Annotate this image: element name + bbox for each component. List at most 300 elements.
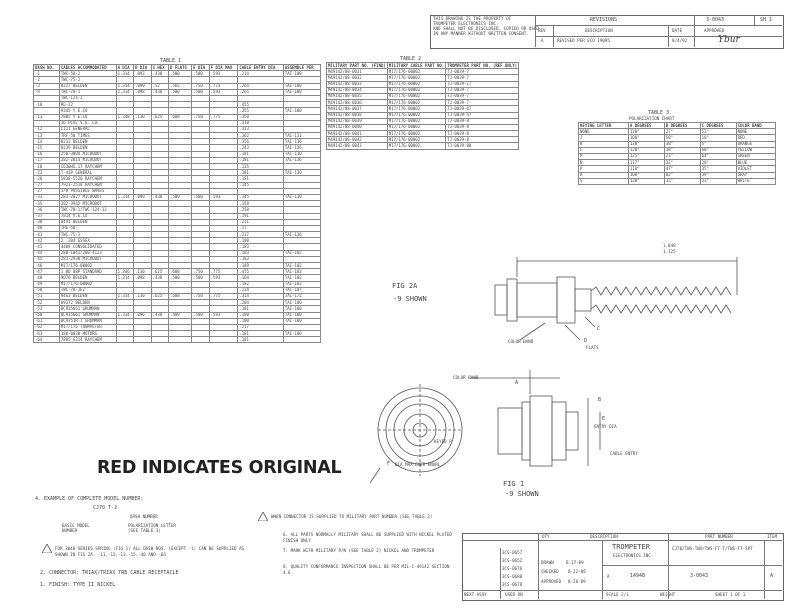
table1-cell: -15 xyxy=(34,145,60,151)
military-note-8: 8. QUALITY CONFORMANCE INSPECTION SHALL BE PER MIL-C-49142 SECTION 4.6 xyxy=(283,564,450,575)
red-indicates-original-banner: RED INDICATES ORIGINAL xyxy=(97,458,342,478)
table3-cell: 64° xyxy=(700,153,736,159)
note-3-triangle-icon xyxy=(42,544,52,553)
tb-size: A xyxy=(607,574,610,579)
table1-cell: .204 xyxy=(238,300,283,306)
military-note-7: 7. MARK WITH MILITARY P/N (SEE TABLE 2) NICKEL AND TROMPETER xyxy=(283,548,435,553)
fig1-f-note: DIA MAX OVER KNURL xyxy=(395,462,441,467)
table1-cell: TRF-50 TIMES xyxy=(59,133,116,139)
desc-col: DESCRIPTION xyxy=(585,28,613,33)
table1-cell: .475 xyxy=(238,269,283,275)
table1-cell: -11 xyxy=(34,114,60,120)
table1-cell: TAI-136 xyxy=(283,157,320,163)
table1-cell: -27 xyxy=(34,188,60,194)
table1-cell: -52 xyxy=(34,300,60,306)
table1-cell: .362 xyxy=(238,133,283,139)
table1-cell: TWC-78-1 xyxy=(59,89,116,95)
table1-cell: .52 xyxy=(151,83,168,89)
tb-sheet: SHEET 1 OF 1 xyxy=(715,592,746,597)
table1-cell: .217 xyxy=(238,324,283,330)
table3-cell: 35° xyxy=(700,166,736,172)
table2-cell: M17/176-00002 xyxy=(387,69,445,75)
table1-header-cell: ASSEMBLE PER xyxy=(283,65,320,71)
tb-drawn-label: DRAWN xyxy=(541,560,554,565)
table2-cell: M49142/08-0036 xyxy=(327,100,388,106)
table1-cell: .181 xyxy=(238,151,283,157)
fig1-dim-f: F xyxy=(387,461,391,467)
table1-cell: 1.348 xyxy=(116,114,133,120)
table2-cell: M49142/08-0037 xyxy=(327,106,388,112)
rev-date: 8/4/92 xyxy=(672,38,688,43)
note-4-polar: POLARIZATION LETTER xyxy=(128,523,176,528)
table1-cell: .135 xyxy=(238,164,283,170)
table3-cell: 10° xyxy=(700,135,736,141)
table3-cell: R xyxy=(579,172,629,178)
table1-cell: .211 xyxy=(238,219,283,225)
table1-cell xyxy=(151,337,168,343)
table1-cell: -16 xyxy=(34,151,60,157)
note-4-basic: BASIC MODEL xyxy=(62,523,90,528)
table1-cell: .093 xyxy=(134,71,151,77)
tb-drawn: B-17-89 xyxy=(566,560,584,565)
table1-cell: TWC-78-1/TWC-124-13 xyxy=(59,207,116,213)
table1-cell: -10 xyxy=(34,102,60,108)
table1-cell: 282-2814 MICRODOT xyxy=(59,157,116,163)
table2-cell: M49142/08-0033 xyxy=(327,81,388,87)
table1-cell: .750 xyxy=(192,114,209,120)
fig1-dim-e: E xyxy=(602,416,606,422)
table1-cell: .593 xyxy=(209,312,238,318)
table3-cell: 38° xyxy=(664,147,700,153)
table1-cell: .214 xyxy=(238,71,283,77)
table1-cell: TAI-103 xyxy=(283,281,320,287)
table1-cell: .350 xyxy=(238,114,283,120)
table1-cell: BC935661 GRUMMAN xyxy=(59,306,116,312)
table1-cell: .500 xyxy=(192,71,209,77)
tb-approved: 8-28-89 xyxy=(568,579,586,584)
table3-cell: 100° xyxy=(628,172,664,178)
table1-cell xyxy=(134,337,151,343)
table1-header-cell: B DIA xyxy=(134,65,151,71)
table2-header-cell: MILITARY CABLE PART NO. xyxy=(388,62,445,68)
table1-cell: 1.314 xyxy=(116,275,133,281)
table1-cell: TWC-75-2 xyxy=(59,77,116,83)
table1-cell: 7923-2518 RAYCHEM xyxy=(59,182,116,188)
table2-cell: M17/176-00002 xyxy=(387,137,445,143)
table1-cell: TAI-100 xyxy=(283,71,320,77)
table1-cell: .183 xyxy=(238,244,283,250)
note-4-polar2: (SEE TABLE 3) xyxy=(128,528,161,533)
table1-cell: TAI-130 xyxy=(283,170,320,176)
table1-cell: TAI-100 xyxy=(283,108,320,114)
table1-cell: .625 xyxy=(151,114,168,120)
table1-cell: 7805 Y E.CO xyxy=(59,114,116,120)
tb-assy-row-2: 3CS-0652 xyxy=(502,558,523,563)
table1-cell: .593 xyxy=(209,71,238,77)
table1-cell: -18 xyxy=(34,164,60,170)
tb-description: DESCRIPTION xyxy=(590,534,618,539)
fig2a-dim1: 1.848 xyxy=(663,243,676,248)
table1-cell: -44 xyxy=(34,250,60,256)
tb-dwg-no: 3-0043 xyxy=(690,573,709,579)
table3-cell: 52° xyxy=(700,129,736,135)
table2-cell: TJ-0039-8 xyxy=(446,137,519,143)
table1-cell: -60 xyxy=(34,312,60,318)
rev-dwg-no: 3-0043 xyxy=(706,17,725,23)
table3-cell: 110° xyxy=(628,166,664,172)
fig2a-flats: FLATS xyxy=(586,345,599,350)
table1-cell: TAI-136 xyxy=(283,145,320,151)
table1-cell: TWC-78-1EZ xyxy=(59,287,116,293)
table1-cell: .455 xyxy=(238,102,283,108)
table1-cell: TAI-107 xyxy=(283,287,320,293)
table1-cell: -53 xyxy=(34,306,60,312)
table2-cell: M49142/08-0034 xyxy=(327,87,388,93)
table1-cell: .164 xyxy=(238,275,283,281)
table1-cell: .181 xyxy=(238,170,283,176)
table1-cell xyxy=(209,337,238,343)
table1-cell: TAI-102 xyxy=(283,263,320,269)
table1-cell: TAI-180 xyxy=(283,331,320,337)
table1-cell: TAI-180 xyxy=(283,300,320,306)
table1-cell: .500 xyxy=(192,89,209,95)
table1-cell: TAI-136 xyxy=(283,139,320,145)
table1-cell: .310 xyxy=(238,120,283,126)
table3-cell: NONE xyxy=(579,129,629,135)
table1-cell: .181 xyxy=(238,157,283,163)
table3-cell: L xyxy=(579,147,629,153)
table3-cell: P xyxy=(579,166,629,172)
table1-cell: .189 xyxy=(238,263,283,269)
table1-cell: 4409 CONSOLIDATED xyxy=(59,244,116,250)
military-note-6: 6. ALL PARTS NORMALLY MILITARY SHALL BE SUPPLIED WITH NICKEL PLATED FINISH ONLY xyxy=(283,532,452,543)
table1-cell: .145 xyxy=(238,182,283,188)
military-note-triangle-icon xyxy=(258,512,268,521)
table3-cell: 50° xyxy=(664,135,700,141)
table2-header-cell: MILITARY PART NO. (FIND) xyxy=(328,62,386,68)
table3-header-cell: C DEGREES xyxy=(700,123,736,129)
table1-cell: -46 xyxy=(34,263,60,269)
table1-cell: -48 xyxy=(34,275,60,281)
rev-desc: REVISED PER ECO 19095 xyxy=(557,38,610,43)
tb-weight: WEIGHT xyxy=(660,592,676,597)
table1-cell: -61 xyxy=(34,318,60,324)
table3-cell: GREEN xyxy=(736,153,775,159)
table2-cell: M17/176-00002 xyxy=(387,81,445,87)
table1-header-cell: CABLES ACCOMMODATED xyxy=(59,65,116,71)
fig2a-sub: -9 SHOWN xyxy=(393,295,427,303)
table3-cell: BLUE xyxy=(736,160,775,166)
table1-cell: .258 xyxy=(238,207,283,213)
table1-cell: TAI-180 xyxy=(283,312,320,318)
table1-cell: .098 xyxy=(134,275,151,281)
tb-assy-row-1: 3CS-0657 xyxy=(502,550,523,555)
table2-cell: TJ-0039-7 xyxy=(446,93,519,99)
tb-company: TROMPETER xyxy=(612,543,650,551)
table3-cell: WHITE xyxy=(736,178,775,184)
rev-approved-signature: Ybur xyxy=(718,35,740,45)
table2-cell: TJ-0039-8 xyxy=(446,124,519,130)
table1-cell: -43 xyxy=(34,244,60,250)
table1-cell: .090 xyxy=(134,194,151,200)
fig2a-color-band: COLOR BAND xyxy=(508,339,534,344)
table1-cell: .183 xyxy=(238,256,283,262)
table1-cell: TAI-100 xyxy=(283,89,320,95)
table1-cell: .313 xyxy=(238,126,283,132)
table1-cell: 180-0030 MOTORS xyxy=(59,331,116,337)
fig1-label: FIG 1 xyxy=(503,480,525,488)
table1-cell: .314 xyxy=(238,293,283,299)
table1-cell: TWC-50-2 xyxy=(59,71,116,77)
table3-cell: 117° xyxy=(628,160,664,166)
notice-line-1: THIS DRAWING IS THE PROPERTY OF xyxy=(433,16,512,21)
table1-cell: .180 xyxy=(238,318,283,324)
table1-cell: 9463 BELDEN xyxy=(59,293,116,299)
tb-checked: 8-22-89 xyxy=(568,569,586,574)
table3-cell: J xyxy=(579,135,629,141)
table2-cell: M49142/08-0039 xyxy=(327,118,388,124)
table1-cell: TAI-131 xyxy=(283,133,320,139)
table1-cell: .500 xyxy=(192,275,209,281)
table2-cell: M49142/08-0041 xyxy=(327,131,388,137)
tb-title: CJ70/TWS-TWX/TWS-FT-T/TWS-FT-SPT xyxy=(672,546,753,551)
tb-code: 14948 xyxy=(630,573,646,579)
table1-cell: -36 xyxy=(34,207,60,213)
table1-cell: TAI-130 xyxy=(283,151,320,157)
table2-cell: TJ-0039-8 xyxy=(446,131,519,137)
table1 xyxy=(33,64,321,343)
table2-cell: M17/176-00002 xyxy=(387,131,445,137)
table3-header-cell: A DEGREES xyxy=(628,123,664,129)
table1-cell: .500 xyxy=(169,89,192,95)
table2 xyxy=(326,62,519,150)
table3-title: TABLE 3 xyxy=(648,110,670,116)
table1-cell: .145 xyxy=(238,194,283,200)
table1-cell: .775 xyxy=(209,293,238,299)
table2-cell: M17/176-00002 xyxy=(387,112,445,118)
table1-cell: 282-3942 MICRODOT xyxy=(59,201,116,207)
table3-cell: 100° xyxy=(628,135,664,141)
table3-cell: 32° xyxy=(664,178,700,184)
table1-cell: .688 xyxy=(169,293,192,299)
table1-cell: M17/176-00002 xyxy=(59,263,116,269)
table2-cell: M17/176-00002 xyxy=(387,75,445,81)
table1-cell: .438 xyxy=(151,71,168,77)
table3 xyxy=(578,122,776,185)
table1-cell: .158 xyxy=(238,201,283,207)
table1-header-cell: D FLATS xyxy=(169,65,192,71)
table2-cell: TJ-0039-7 xyxy=(446,87,519,93)
table1-cell: .180 xyxy=(238,312,283,318)
table3-cell: 68° xyxy=(700,147,736,153)
rev-col: REV xyxy=(538,28,546,33)
table1-cell xyxy=(169,337,192,343)
table1-header-cell: A DIA xyxy=(116,65,133,71)
table1-cell: .098 xyxy=(134,89,151,95)
table1-cell: .130 xyxy=(134,269,151,275)
table1-cell: .775 xyxy=(209,269,238,275)
revisions-label: REVISIONS xyxy=(590,17,618,23)
table1-cell: .500 xyxy=(192,194,209,200)
table2-cell: TJ-0039-7 xyxy=(446,100,519,106)
table2-cell: M17/176-00002 xyxy=(387,106,445,112)
table-row xyxy=(34,337,321,343)
table1-cell: -45 xyxy=(34,256,60,262)
table1-cell: .191 xyxy=(238,213,283,219)
table1-cell: .181 xyxy=(238,337,283,343)
table-row xyxy=(579,178,776,184)
table1-cell: TWC-75-1 xyxy=(59,232,116,238)
table2-cell: M49142/08-0040 xyxy=(327,124,388,130)
fig1-cable-entry: CABLE ENTRY xyxy=(610,451,638,456)
table3-cell: 130° xyxy=(628,141,664,147)
note-4-example: CJ70 T-2 xyxy=(93,505,118,511)
table1-cell: -51 xyxy=(34,293,60,299)
table1-cell: .182 xyxy=(238,281,283,287)
table1-cell: .181 xyxy=(238,176,283,182)
table2-cell: M17/176-00002 xyxy=(387,93,445,99)
table1-cell: 16 PCVL V.E. CO. xyxy=(59,120,116,126)
table1-cell: -42 xyxy=(34,238,60,244)
table1-cell: -33 xyxy=(34,194,60,200)
approved-col: APPROVED xyxy=(704,28,725,33)
table3-cell: GRAY xyxy=(736,172,775,178)
table3-cell: S xyxy=(579,178,629,184)
note-3: FOR 3040 SERIES SPRING (FIG 1) ALL DASH NOS. (EXCEPT -1) CAN BE SUPPLIED AS SHOWN IN FIG 2A. -11,-12,-13,-15,-40 AND -64 xyxy=(55,546,245,557)
table1-cell: C630H5.17 RAYCHEM xyxy=(59,164,116,170)
table1-cell: TAI-172 xyxy=(283,293,320,299)
table1-cell: .181 xyxy=(238,306,283,312)
fig1-sub: -9 SHOWN xyxy=(505,490,539,498)
table3-header-cell: KEYING LETTER xyxy=(579,123,629,129)
table1-cell: .750 xyxy=(192,83,209,89)
table2-cell: TJ-0039-67 xyxy=(446,106,519,112)
table1-cell: .773 xyxy=(209,83,238,89)
table1-cell xyxy=(283,337,320,343)
table1-cell: -47 xyxy=(34,269,60,275)
fig1-entry-dia: ENTRY DIA xyxy=(594,424,617,429)
table1-cell: .355 xyxy=(238,108,283,114)
table1-cell: 1/8 POSSIBLE WAVES xyxy=(59,188,116,194)
tb-qty: QTY xyxy=(542,534,550,539)
table1-cell: .265 xyxy=(238,89,283,95)
table3-cell: 32° xyxy=(664,160,700,166)
table1-cell: 1 0D 88P STANDARD xyxy=(59,269,116,275)
note-4-basic2: NUMBER xyxy=(62,528,78,533)
table2-cell: TJ-0039-17 xyxy=(446,81,519,87)
date-col: DATE xyxy=(672,28,683,33)
table1-cell: .181 xyxy=(238,331,283,337)
table1-cell: .438 xyxy=(151,275,168,281)
tb-assy-row-3: 3CS-0676 xyxy=(502,566,523,571)
table1-cell xyxy=(192,337,209,343)
table1-cell: .183 xyxy=(238,250,283,256)
tb-scale: SCALE 2/1 xyxy=(606,592,629,597)
table1-cell: -62 xyxy=(34,324,60,330)
fig2a-dim2: 1.125 xyxy=(663,249,676,254)
table1-cell: 1.314 xyxy=(116,312,133,318)
note-2: 2. CONNECTOR: TRIAX/TRIAX TRB CABLE RECEPTACLE xyxy=(40,570,179,576)
table1-cell: -17 xyxy=(34,157,60,163)
tb-rev: A xyxy=(770,573,774,579)
note-1: 1. FINISH: TYPE II NICKEL xyxy=(40,582,116,588)
table2-cell: TJ-0039-7 xyxy=(446,69,519,75)
note-4-title: 4. EXAMPLE OF COMPLETE MODEL NUMBER: xyxy=(35,496,144,502)
table3-subtitle: POLARIZATION CHART xyxy=(629,116,675,121)
table1-cell: 1.314 xyxy=(116,194,133,200)
table1-cell: TAI-136 xyxy=(283,232,320,238)
notice-line-3: AND SHALL NOT BE DISCLOSED, COPIED OR USED xyxy=(433,26,539,31)
table1-cell: 8239 BELDEN xyxy=(59,145,116,151)
fig1-dim-b: B xyxy=(598,397,602,403)
fig2a-dim-c: C xyxy=(597,326,601,332)
table1-cell: 283-2027 MICRODOT xyxy=(59,194,116,200)
tb-next-assy: NEXT ASSY xyxy=(464,592,487,597)
table1-cell: -50 xyxy=(34,287,60,293)
table1-cell: .775 xyxy=(209,114,238,120)
table1-cell: TAI-180 xyxy=(283,306,320,312)
table1-cell: .593 xyxy=(209,275,238,281)
table1-header-cell: E DIA xyxy=(192,65,209,71)
fig1-dim-a: A xyxy=(515,380,519,386)
table3-cell: 28° xyxy=(700,160,736,166)
table2-cell: M17/176-00002 xyxy=(387,100,445,106)
table1-cell: 1.314 xyxy=(116,71,133,77)
table1-cell: TAI-182 xyxy=(283,275,320,281)
table3-cell: VIOLET xyxy=(736,166,775,172)
table2-cell: TJ-0039-47 xyxy=(446,112,519,118)
table3-cell: 38° xyxy=(664,141,700,147)
fig2a-label: FIG 2A xyxy=(392,282,418,290)
table3-cell: 120° xyxy=(628,147,664,153)
table1-cell: RG-22 xyxy=(59,102,116,108)
table1-cell: -63 xyxy=(34,331,60,337)
table3-header-cell: B DEGREES xyxy=(664,123,700,129)
tb-item: ITEM xyxy=(767,534,778,539)
table1-cell: -64 xyxy=(34,337,60,343)
table1-cell: TAI-180 xyxy=(283,318,320,324)
notice-line-2: TROMPETER ELECTRONICS INC. xyxy=(433,21,499,26)
table1-cell: M17/176-00002 xyxy=(59,281,116,287)
table2-cell: TJ-0039-8 xyxy=(446,118,519,124)
table1-header-cell: F DIA MAX xyxy=(209,65,238,71)
table1-cell: -14 xyxy=(34,139,60,145)
military-note: WHEN CONNECTOR IS SUPPLIED TO MILITARY PART NUMBER (SEE TABLE 2) xyxy=(271,514,433,519)
table1-cell: .130 xyxy=(134,293,151,299)
notice-line-4: IN ANY MANNER WITHOUT WRITTEN CONSENT. xyxy=(433,31,529,36)
table2-cell: M49142/08-0042 xyxy=(327,137,388,143)
table2-cell: M49142/08-0043 xyxy=(327,143,388,149)
table3-cell: K xyxy=(579,141,629,147)
table2-header-cell: TROMPETER PART NO. (REF ONLY) xyxy=(447,62,518,68)
table1-cell: .593 xyxy=(209,89,238,95)
tb-company2: ELECTRONICS INC. xyxy=(613,553,654,558)
table1-cell: .750 xyxy=(192,269,209,275)
tb-assy-row-4: 3CS-0680 xyxy=(502,574,523,579)
tb-approved-label: APPROVED xyxy=(541,579,562,584)
note-4-dash: DASH NUMBER xyxy=(130,514,158,519)
fig1-keyed: KEYED P xyxy=(434,439,452,444)
table3-cell: ORANGE xyxy=(736,141,775,147)
table1-cell: .438 xyxy=(151,194,168,200)
table1-cell: TAI-100 xyxy=(283,83,320,89)
table1-cell: TAI-130 xyxy=(283,194,320,200)
table1-cell: 250-3004 MICRODOT xyxy=(59,151,116,157)
table1-cell: TAI-103 xyxy=(283,269,320,275)
table2-cell: M49142/08-0035 xyxy=(327,93,388,99)
table1-cell: 1.346 xyxy=(116,269,133,275)
table1-header-cell: C HEX xyxy=(151,65,168,71)
